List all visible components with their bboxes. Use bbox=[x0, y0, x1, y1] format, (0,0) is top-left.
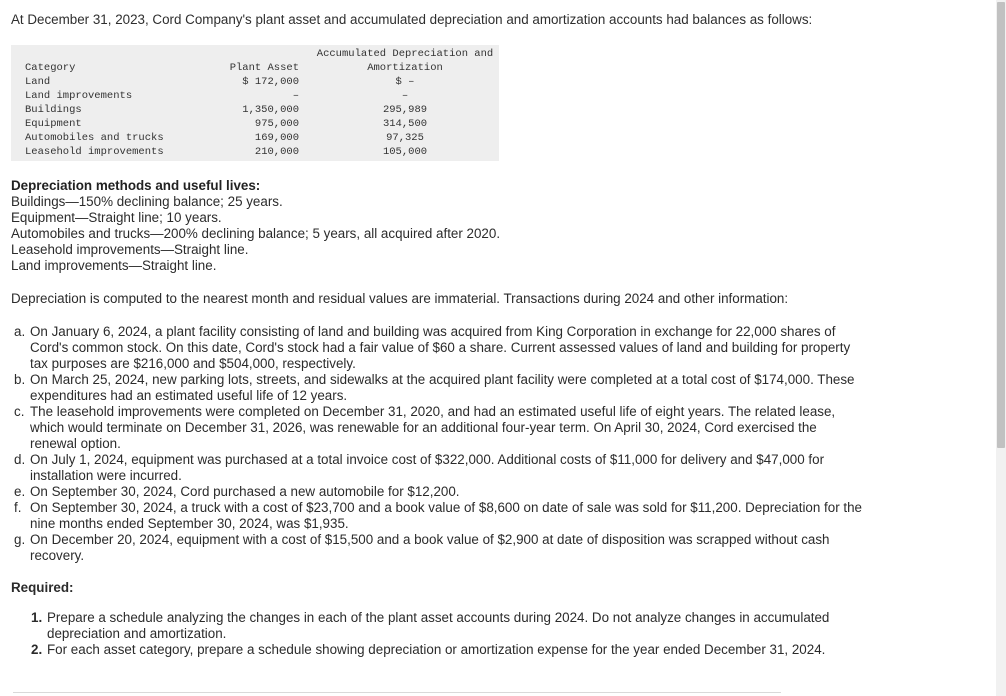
cell-category: Land bbox=[25, 76, 51, 88]
table-row bbox=[25, 131, 485, 145]
list-item bbox=[14, 532, 864, 564]
list-item bbox=[14, 452, 864, 484]
cell-accumulated: $ – bbox=[395, 76, 415, 88]
item-text: The leasehold improvements were completed on December 31, 2020, and had an estimated useful life of eight years. The related lease, which would terminate on December 31, 2026, was renewable for an additional four-year term. On April 30, 2024, Cord exercised the renewal option. bbox=[30, 404, 836, 451]
cell-category: Automobiles and trucks bbox=[25, 132, 164, 144]
required-item bbox=[31, 610, 851, 642]
table-row bbox=[25, 103, 485, 117]
cell-accumulated: 314,500 bbox=[382, 118, 428, 130]
cell-accumulated: 295,989 bbox=[382, 104, 428, 116]
list-item bbox=[14, 404, 864, 452]
header-accumulated-depreciation: Accumulated Depreciation and Amortization bbox=[316, 48, 494, 74]
item-label: f. bbox=[14, 500, 22, 515]
item-text: On December 20, 2024, equipment with a cost of $15,500 and a book value of $2,900 at date of disposition was scrapped without cash recovery. bbox=[30, 532, 830, 563]
item-label: c. bbox=[14, 404, 25, 419]
item-label: b. bbox=[14, 372, 26, 387]
method-line: Automobiles and trucks—200% declining balance; 5 years, all acquired after 2020. bbox=[11, 226, 501, 241]
table-row bbox=[25, 117, 485, 131]
item-text: On July 1, 2024, equipment was purchased at a total invoice cost of $322,000. Additional costs of $11,000 for delivery and $47,000 for installation were incurred. bbox=[30, 452, 825, 483]
table-row bbox=[25, 75, 485, 89]
intro-text: At December 31, 2023, Cord Company's plant asset and accumulated depreciation and amortization accounts had balances as follows: bbox=[11, 12, 813, 27]
required-text: For each asset category, prepare a schedule showing depreciation or amortization expense for the year ended December 31, 2024. bbox=[47, 642, 826, 657]
list-item bbox=[14, 484, 864, 500]
list-item bbox=[14, 324, 864, 372]
cell-plant-asset: – bbox=[292, 90, 299, 102]
table-row bbox=[25, 145, 485, 159]
depreciation-methods bbox=[11, 178, 500, 274]
scrollbar[interactable] bbox=[996, 0, 1006, 696]
cell-category: Leasehold improvements bbox=[25, 146, 164, 158]
cell-category: Equipment bbox=[25, 118, 82, 130]
required-heading: Required: bbox=[11, 580, 74, 595]
cell-plant-asset: 169,000 bbox=[254, 132, 299, 144]
compute-note: Depreciation is computed to the nearest month and residual values are immaterial. Transactions during 2024 and other information: bbox=[11, 291, 789, 306]
transactions-list bbox=[14, 324, 864, 564]
list-item bbox=[14, 372, 864, 404]
item-label: g. bbox=[14, 532, 26, 547]
item-text: On January 6, 2024, a plant facility consisting of land and building was acquired from King Corporation in exchange for 22,000 shares of Cord's common stock. On this date, Cord's stock had a fair value of $60 a share. Current assessed values of land and building for property tax purposes are $216,000 and $504,000, respectively. bbox=[30, 324, 851, 371]
item-label: d. bbox=[14, 452, 26, 467]
table-body bbox=[25, 75, 485, 159]
cell-plant-asset: 210,000 bbox=[254, 146, 299, 158]
table-row bbox=[25, 89, 485, 103]
required-list bbox=[31, 610, 851, 658]
divider bbox=[13, 692, 781, 693]
header-plant-asset: Plant Asset bbox=[229, 62, 299, 74]
list-item bbox=[14, 500, 864, 532]
method-line: Buildings—150% declining balance; 25 years. bbox=[11, 194, 283, 209]
methods-heading: Depreciation methods and useful lives: bbox=[11, 178, 261, 193]
method-line: Land improvements—Straight line. bbox=[11, 258, 217, 273]
item-text: On March 25, 2024, new parking lots, streets, and sidewalks at the acquired plant facility were completed at a total cost of $174,000. These expenditures had an estimated useful life of 12 years. bbox=[30, 372, 855, 403]
required-label: 1. bbox=[31, 610, 43, 625]
method-line: Leasehold improvements—Straight line. bbox=[11, 242, 249, 257]
cell-accumulated: – bbox=[401, 90, 409, 102]
required-item bbox=[31, 642, 851, 658]
item-text: On September 30, 2024, a truck with a cost of $23,700 and a book value of $8,600 on date of sale was sold for $11,200. Depreciation for the nine months ended September 30, 2024, was $1,935. bbox=[30, 500, 862, 531]
cell-plant-asset: 1,350,000 bbox=[242, 104, 299, 116]
header-category: Category bbox=[25, 62, 76, 74]
item-label: a. bbox=[14, 324, 26, 339]
cell-accumulated: 97,325 bbox=[386, 132, 424, 144]
scrollbar-thumb[interactable] bbox=[997, 2, 1005, 448]
cell-accumulated: 105,000 bbox=[382, 146, 428, 158]
cell-category: Buildings bbox=[25, 104, 82, 116]
required-label: 2. bbox=[31, 642, 43, 657]
cell-plant-asset: 975,000 bbox=[254, 118, 299, 130]
cell-category: Land improvements bbox=[25, 90, 133, 102]
item-text: On September 30, 2024, Cord purchased a new automobile for $12,200. bbox=[30, 484, 460, 499]
item-label: e. bbox=[14, 484, 26, 499]
method-line: Equipment—Straight line; 10 years. bbox=[11, 210, 222, 225]
required-text: Prepare a schedule analyzing the changes in each of the plant asset accounts during 2024. Do not analyze changes in accumulated depreciation and amortization. bbox=[47, 610, 830, 641]
cell-plant-asset: $ 172,000 bbox=[242, 76, 299, 88]
